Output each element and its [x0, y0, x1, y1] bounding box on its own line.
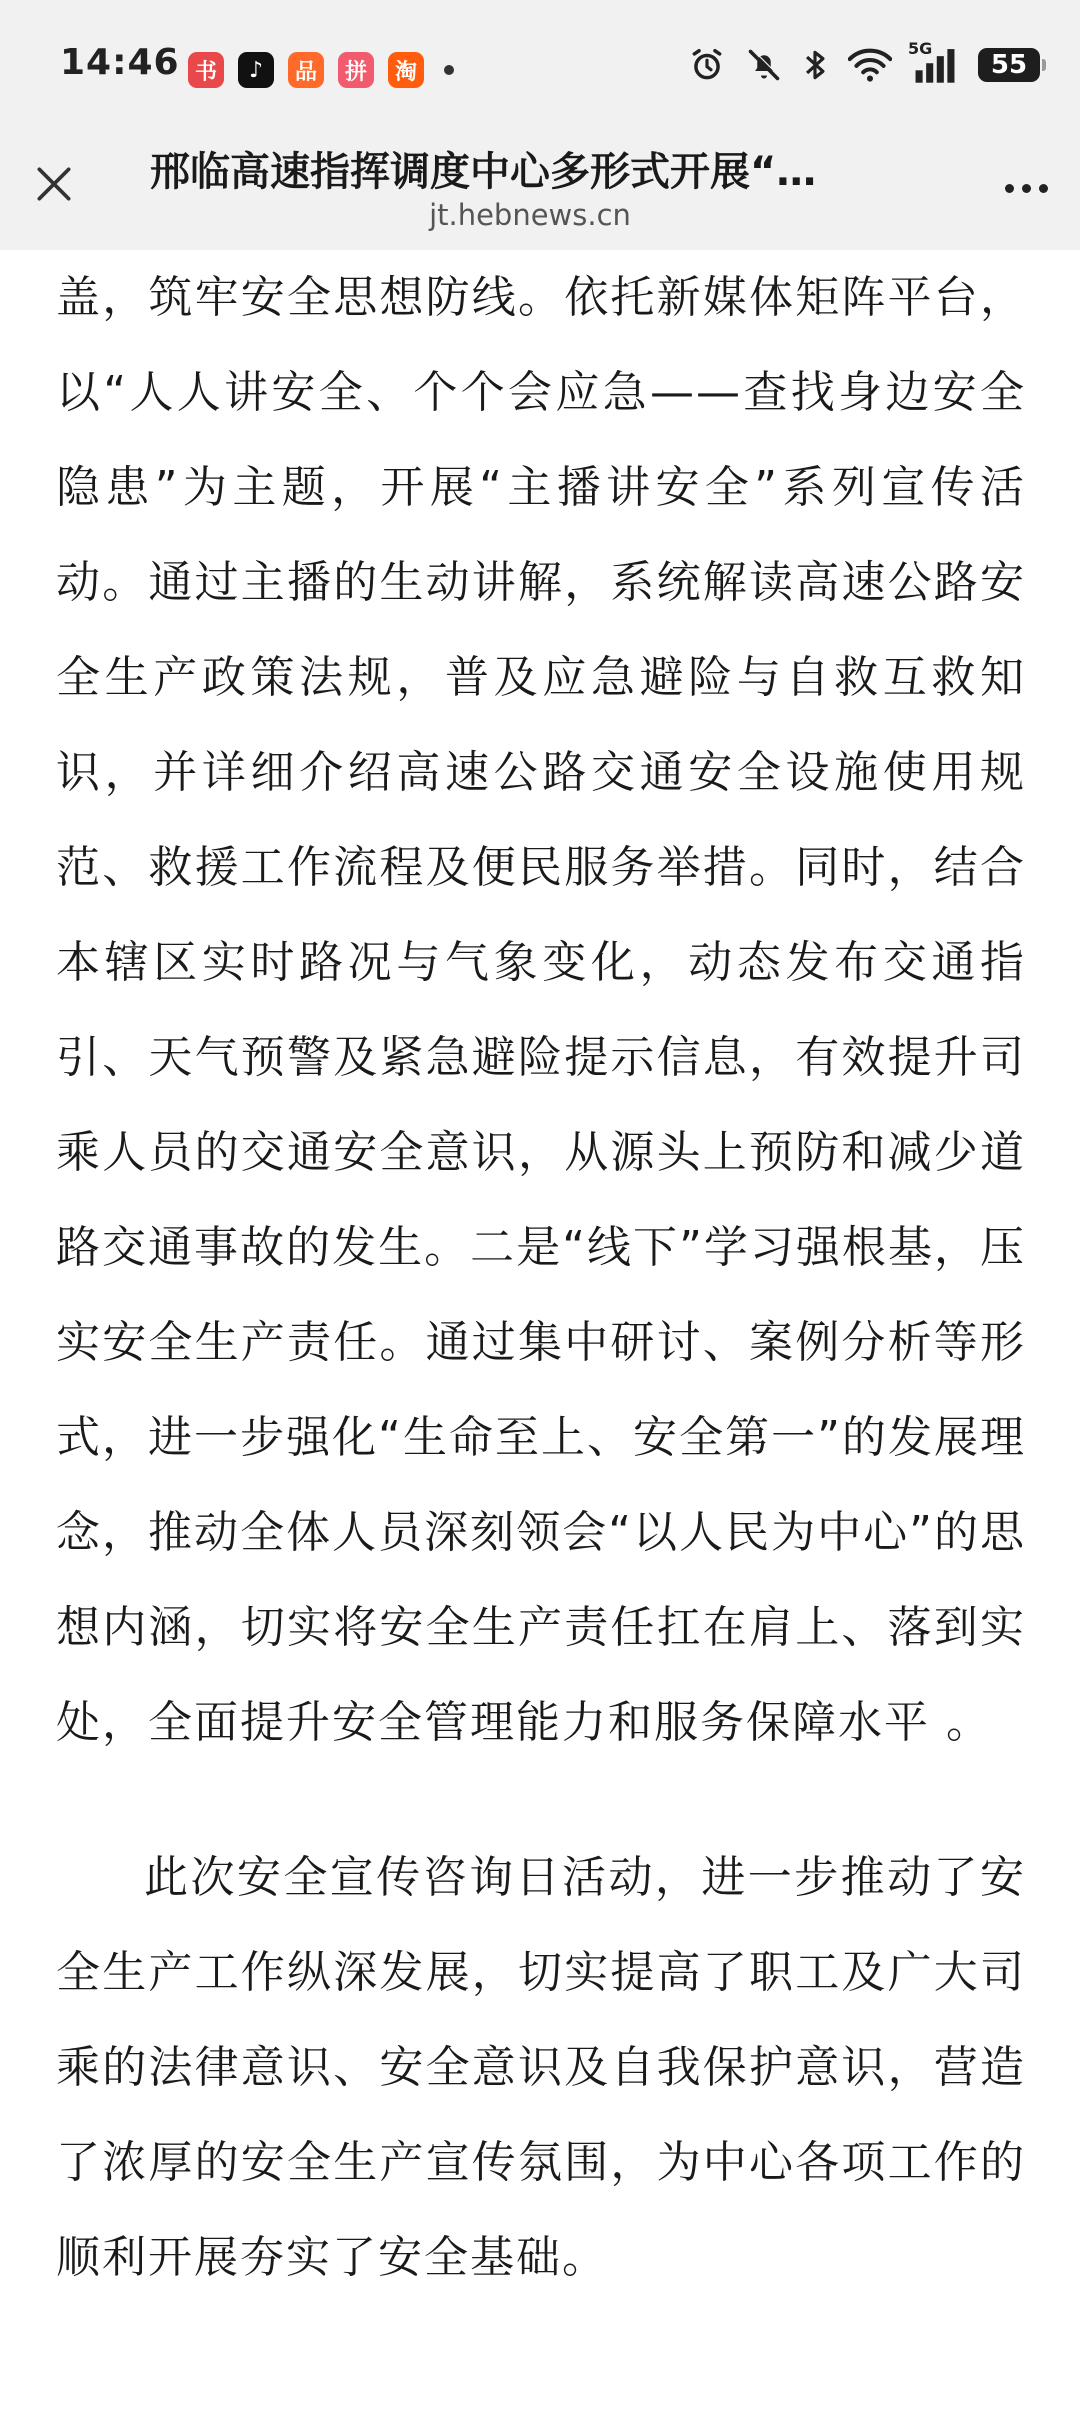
- more-notifications-dot-icon: [444, 65, 454, 75]
- page-title: 邢临高速指挥调度中心多形式开展“…: [150, 149, 817, 195]
- more-options-button[interactable]: [994, 156, 1058, 220]
- close-button[interactable]: [22, 152, 86, 216]
- top-app-bar: [0, 130, 1080, 250]
- more-dot: [1022, 184, 1031, 193]
- pink-app-icon: 拼: [338, 52, 374, 88]
- network-type: 5G: [908, 39, 933, 58]
- more-dot: [1039, 184, 1048, 193]
- page-domain: jt.hebnews.cn: [429, 198, 631, 232]
- wifi-icon: [848, 47, 892, 83]
- status-indicators: [688, 39, 1040, 84]
- status-bar: [0, 0, 1080, 130]
- notification-app-icons: [188, 52, 454, 88]
- close-icon: [32, 162, 76, 206]
- orange-app-icon: 品: [288, 52, 324, 88]
- status-time: 14:46: [60, 42, 180, 83]
- red-app-icon: 书: [188, 52, 224, 88]
- cellular-signal: [908, 39, 958, 83]
- article-paragraph: 盖，筑牢安全思想防线。依托新媒体矩阵平台，以“人人讲安全、个个会应急——查找身边安全隐患”为主题，开展“主播讲安全”系列宣传活动。通过主播的生动讲解，系统解读高速公路安全生产政策法规，普及应急避险与自救互救知识，并详细介绍高速公路交通安全设施使用规范、救援工作流程及便民服务举措。同时，结合本辖区实时路况与气象变化，动态发布交通指引、天气预警及紧急避险提示信息，有效提升司乘人员的交通安全意识，从源头上预防和减少道路交通事故的发生。二是“线下”学习强根基，压实安全生产责任。通过集中研讨、案例分析等形式，进一步强化“生命至上、安全第一”的发展理念，推动全体人员深刻领会“以人民为中心”的思想内涵，切实将安全生产责任扛在肩上、落到实处，全面提升安全管理能力和服务保障水平 。: [56, 272, 1026, 1748]
- bluetooth-icon: [802, 46, 828, 84]
- battery-icon: 55: [978, 48, 1040, 82]
- more-dots-icon: [1005, 184, 1014, 193]
- taobao-icon: 淘: [388, 52, 424, 88]
- alarm-icon: [688, 46, 726, 84]
- article-paragraph: 此次安全宣传咨询日活动，进一步推动了安全生产工作纵深发展，切实提高了职工及广大司乘的法律意识、安全意识及自我保护意识，营造了浓厚的安全生产宣传氛围，为中心各项工作的顺利开展夯实了安全基础。: [56, 1852, 1026, 2283]
- tiktok-icon: ♪: [238, 52, 274, 88]
- article-body: [56, 250, 1026, 2305]
- mute-bell-icon: [746, 47, 782, 83]
